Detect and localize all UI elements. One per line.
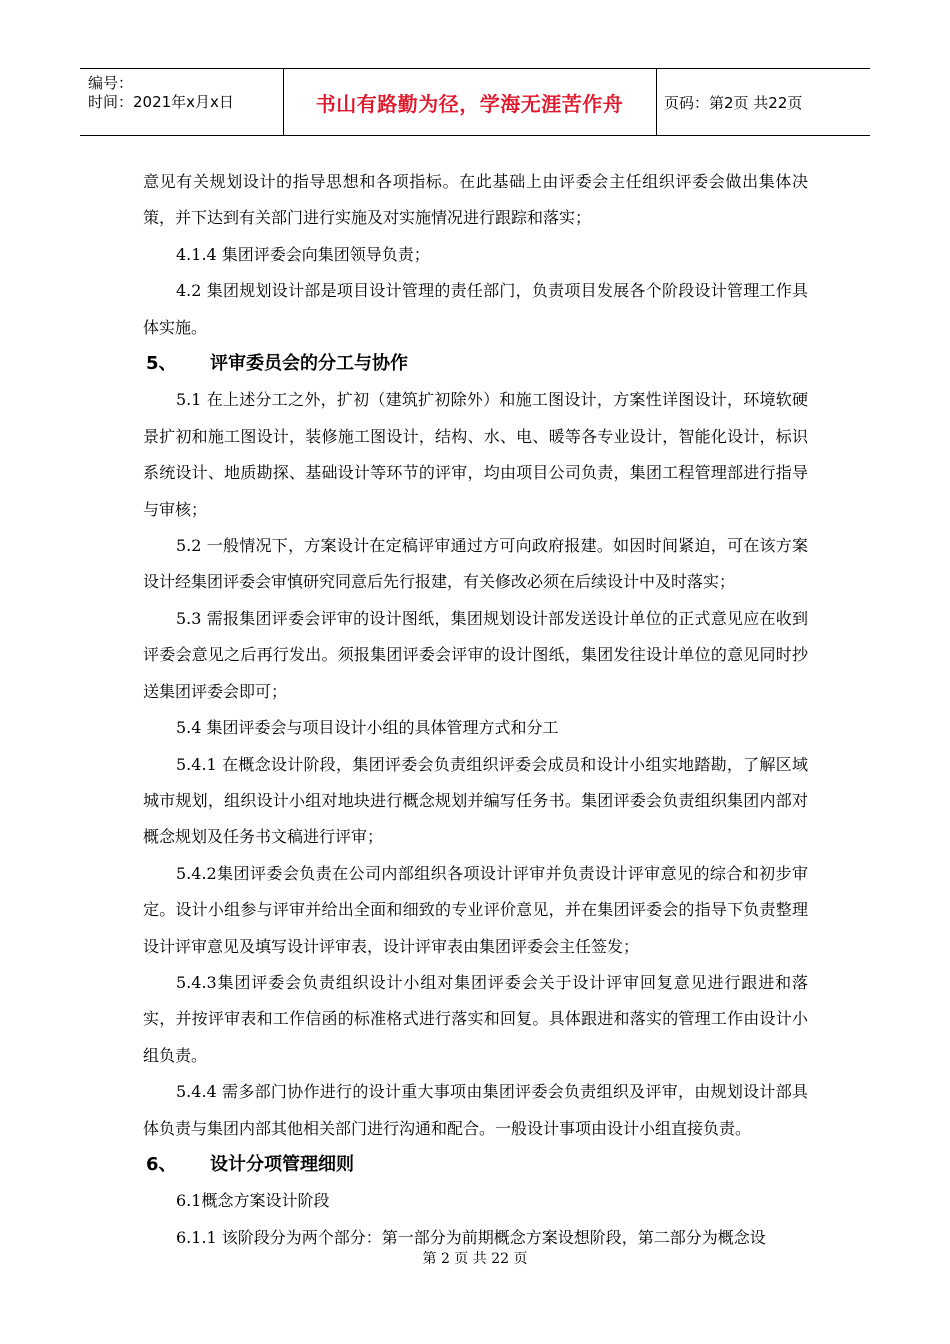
header-page-info: 页码：第2页 共22页: [664, 93, 803, 112]
header-motto: 书山有路勤为径，学海无涯苦作舟: [315, 91, 624, 116]
section-title: 设计分项管理细则: [210, 1153, 354, 1175]
paragraph: 5.4.2集团评委会负责在公司内部组织各项设计评审并负责设计评审意见的综合和初步审定。设计小组参与评审并给出全面和细致的专业评价意见，并在集团评委会的指导下负责整理设计评审意见及填写设计评审表，设计评审表由集团评委会主任签发；: [143, 863, 808, 956]
paragraph: 5.3 需报集团评委会评审的设计图纸，集团规划设计部发送设计单位的正式意见应在收到评委会意见之后再行发出。须报集团评委会评审的设计图纸，集团发往设计单位的意见同时抄送集团评委会即可；: [143, 608, 808, 701]
section-number: 5、: [146, 353, 177, 375]
paragraph: 5.4.4 需多部门协作进行的设计重大事项由集团评委会负责组织及评审，由规划设计部具体负责与集团内部其他相关部门进行沟通和配合。一般设计事项由设计小组直接负责。: [143, 1082, 808, 1138]
paragraph: 5.4 集团评委会与项目设计小组的具体管理方式和分工: [176, 718, 559, 738]
paragraph: 5.4.3集团评委会负责组织设计小组对集团评委会关于设计评审回复意见进行跟进和落实，并按评审表和工作信函的标准格式进行落实和回复。具体跟进和落实的管理工作由设计小组负责。: [143, 972, 808, 1065]
page-header: [80, 68, 870, 136]
paragraph: 6.1概念方案设计阶段: [176, 1191, 330, 1211]
section-number: 6、: [146, 1153, 177, 1175]
header-motto-cell: [283, 69, 657, 135]
paragraph: 5.2 一般情况下，方案设计在定稿评审通过方可向政府报建。如因时间紧迫，可在该方案设计经集团评委会审慎研究同意后先行报建，有关修改必须在后续设计中及时落实；: [143, 536, 808, 592]
document-date-label: 时间：2021年x月x日: [88, 93, 234, 111]
document-code-label: 编号：: [88, 74, 134, 92]
paragraph: 5.1 在上述分工之外，扩初（建筑扩初除外）和施工图设计，方案性详图设计，环境软硬景扩初和施工图设计，装修施工图设计，结构、水、电、暖等各专业设计，智能化设计，标识系统设计、地质勘探、基础设计等环节的评审，均由项目公司负责，集团工程管理部进行指导与审核；: [143, 390, 808, 519]
paragraph: 意见有关规划设计的指导思想和各项指标。在此基础上由评委会主任组织评委会做出集体决策，并下达到有关部门进行实施及对实施情况进行跟踪和落实；: [143, 172, 808, 228]
paragraph: 4.2 集团规划设计部是项目设计管理的责任部门，负责项目发展各个阶段设计管理工作具体实施。: [143, 281, 808, 337]
section-heading-6: [146, 1147, 808, 1183]
page-footer: 第 2 页 共 22 页: [422, 1251, 528, 1267]
header-meta-cell: [80, 69, 284, 135]
section-heading-5: [146, 346, 808, 382]
paragraph: 4.1.4 集团评委会向集团领导负责；: [176, 244, 430, 264]
section-title: 评审委员会的分工与协作: [210, 353, 408, 375]
document-body: [143, 164, 808, 1256]
paragraph: 5.4.1 在概念设计阶段，集团评委会负责组织评委会成员和设计小组实地踏勘，了解区域城市规划，组织设计小组对地块进行概念规划并编写任务书。集团评委会负责组织集团内部对概念规划及任务书文稿进行评审；: [143, 754, 808, 847]
paragraph: 6.1.1 该阶段分为两个部分：第一部分为前期概念方案设想阶段，第二部分为概念设: [176, 1227, 766, 1247]
